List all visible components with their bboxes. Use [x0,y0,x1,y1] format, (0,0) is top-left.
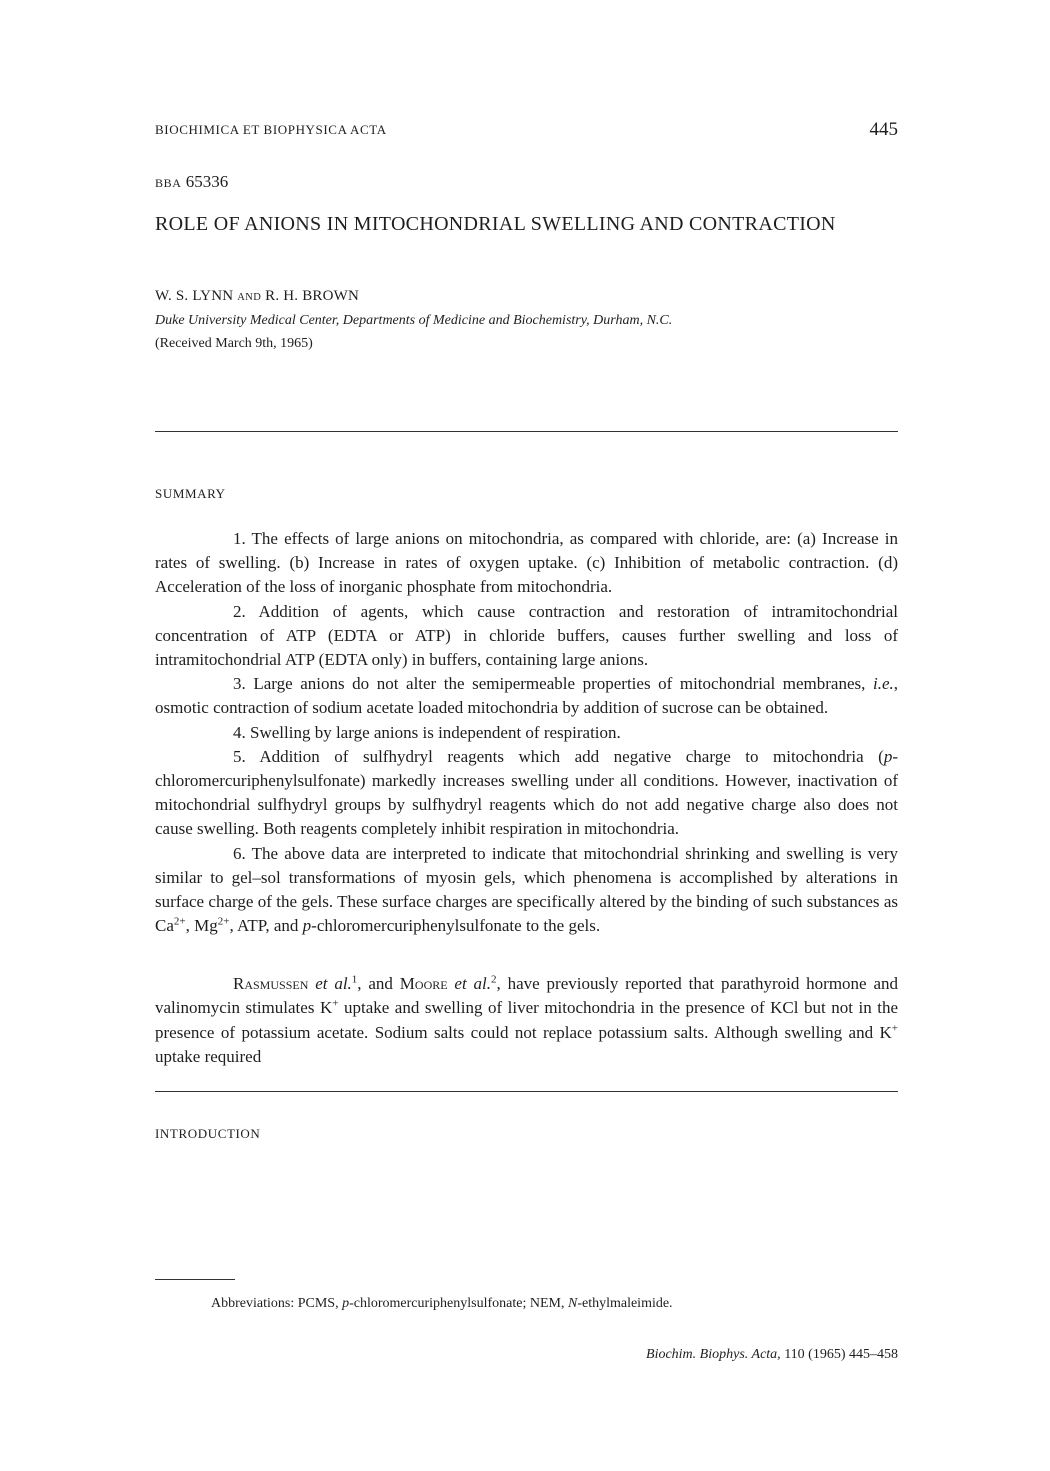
authors [155,288,359,305]
header-divider [155,431,898,432]
article-title: ROLE OF ANIONS IN MITOCHONDRIAL SWELLING AND CONTRACTION [155,213,836,235]
introduction-paragraph: Rasmussen et al.$^1$, and Moore et al.$^2$, have previously reported that parathyroid hormone and valinomycin stimulates K+ uptake and swelling of liver mitochondria in the presence of KCl but not in the presence of potassium acetate. Sodium salts could not replace potassium salts. Although swelling and K+ uptake required [155,973,898,1067]
received-date: (Received March 9th, 1965) [155,336,313,351]
footnote-rule [155,1279,235,1280]
summary-item-1: 1. The effects of large anions on mitochondria, as compared with chloride, are: (a) Increase in rates of swelling. (b) Increase in rates of oxygen uptake. (c) Inhibition of metabolic contraction. (d) Acceleration of the loss of inorganic phosphate from mitochondria. [155,529,898,597]
summary-heading: SUMMARY [155,486,226,501]
journal-citation: Biochim. Biophys. Acta, 110 (1965) 445–458 [646,1347,898,1362]
page-number: 445 [869,119,898,140]
author-conjunction: AND [237,292,262,303]
summary-item-3: 3. Large anions do not alter the semipermeable properties of mitochondrial membranes, i.e., osmotic contraction of sodium acetate loaded mitochondria by addition of sucrose can be obtained. [155,674,898,718]
author-1: W. S. LYNN [155,288,234,304]
bba-prefix: BBA [155,176,182,190]
footnote-abbreviations: Abbreviations: PCMS, p-chloromercuriphenylsulfonate; NEM, N-ethylmaleimide. [211,1296,673,1311]
summary-item-4: 4. Swelling by large anions is independent of respiration. [233,722,621,742]
summary-item-5: 5. Addition of sulfhydryl reagents which add negative charge to mitochondria (p-chloromercuriphenylsulfonate) markedly increases swelling under all conditions. However, inactivation of mitochondrial sulfhydryl groups by sulfhydryl reagents which do not add negative charge also does not cause swelling. Both reagents completely inhibit respiration in mitochondria. [155,746,898,839]
author-2: R. H. BROWN [265,288,360,304]
bba-number [155,172,228,192]
affiliation: Duke University Medical Center, Departments of Medicine and Biochemistry, Durham, N.C. [155,313,673,328]
summary-text [155,527,898,938]
introduction-heading: INTRODUCTION [155,1126,261,1141]
summary-item-6: 6. The above data are interpreted to indicate that mitochondrial shrinking and swelling is very similar to gel–sol transformations of myosin gels, which phenomena is accomplished by alterations in surface charge of the gels. These surface charges are specifically altered by the binding of such substances as $Ca^{2+}$, $Mg^{2+}$, ATP, and p-chloromercuriphenylsulfonate to the gels. [155,843,898,936]
introduction-text [155,972,898,1070]
bba-code: 65336 [185,172,229,191]
summary-divider [155,1091,898,1092]
journal-name: BIOCHIMICA ET BIOPHYSICA ACTA [155,122,387,137]
summary-item-2: 2. Addition of agents, which cause contraction and restoration of intramitochondrial concentration of ATP (EDTA or ATP) in chloride buffers, causes further swelling and loss of intramitochondrial ATP (EDTA only) in buffers, containing large anions. [155,601,898,670]
